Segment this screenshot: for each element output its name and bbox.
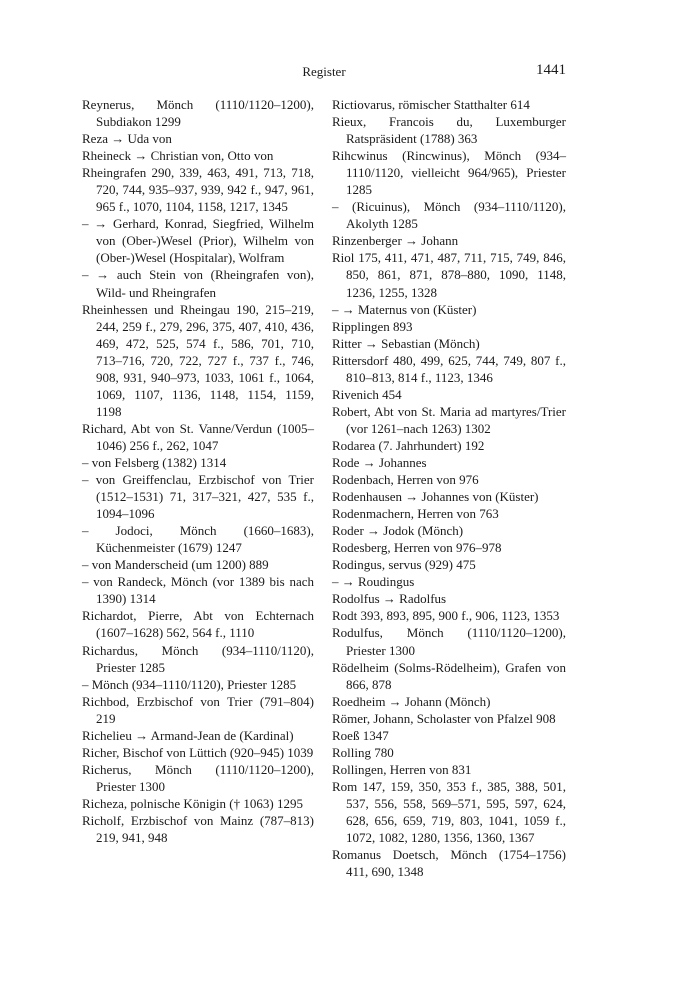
index-entry: – → Gerhard, Konrad, Siegfried, Wilhelm von (Ober-)Wesel (Prior), Wilhelm von (Ober-)Wesel (Hospitalar), Wolfram <box>82 216 314 266</box>
index-entry: – von Randeck, Mönch (vor 1389 bis nach 1390) 1314 <box>82 574 314 607</box>
index-entry: Rodt 393, 893, 895, 900 f., 906, 1123, 1353 <box>332 608 560 624</box>
index-entry: Rihcwinus (Rincwinus), Mönch (934–1110/1120, vielleicht 964/965), Priester 1285 <box>332 148 566 198</box>
index-entry: – → auch Stein von (Rheingrafen von), Wild- und Rheingrafen <box>82 267 314 300</box>
index-entry: Rode → Johannes <box>332 454 427 470</box>
index-entry: Roder → Jodok (Mönch) <box>332 523 464 539</box>
page-number: 1441 <box>536 62 566 78</box>
index-entry: Reynerus, Mönch (1110/1120–1200), Subdiakon 1299 <box>82 97 314 130</box>
index-entry: Richeza, polnische Königin († 1063) 1295 <box>82 795 303 811</box>
index-entry: Rodingus, servus (929) 475 <box>332 557 476 573</box>
index-entry: Rodesberg, Herren von 976–978 <box>332 540 502 556</box>
index-entry: – → Maternus von (Küster) <box>332 301 477 317</box>
index-entry: Robert, Abt von St. Maria ad martyres/Trier (vor 1261–nach 1263) 1302 <box>332 403 566 436</box>
index-entry: Richelieu → Armand-Jean de (Kardinal) <box>82 727 294 743</box>
index-entry: Rodenhausen → Johannes von (Küster) <box>332 489 539 505</box>
index-entry: – von Greiffenclau, Erzbischof von Trier (1512–1531) 71, 317–321, 427, 535 f., 1094–1096 <box>82 472 314 522</box>
index-entry: – von Felsberg (1382) 1314 <box>82 454 227 470</box>
index-entry: Richard, Abt von St. Vanne/Verdun (1005–1046) 256 f., 262, 1047 <box>82 420 314 453</box>
index-entry: Richardus, Mönch (934–1110/1120), Priester 1285 <box>82 642 314 675</box>
index-entry: Rinzenberger → Johann <box>332 233 459 249</box>
index-entry: Rheingrafen 290, 339, 463, 491, 713, 718, 720, 744, 935–937, 939, 942 f., 947, 961, 965 f., 1070, 1104, 1158, 1217, 1345 <box>82 165 314 215</box>
index-entry: Römer, Johann, Scholaster von Pfalzel 908 <box>332 710 556 726</box>
index-entry: Richolf, Erzbischof von Mainz (787–813) 219, 941, 948 <box>82 812 314 846</box>
index-entry: Roedheim → Johann (Mönch) <box>332 693 491 709</box>
index-column-left <box>82 96 314 846</box>
index-entry: Rheineck → Christian von, Otto von <box>82 148 274 164</box>
index-entry: – (Ricuinus), Mönch (934–1110/1120), Akolyth 1285 <box>332 199 566 232</box>
index-entry: Rodarea (7. Jahrhundert) 192 <box>332 437 485 453</box>
index-entry: Rodolfus → Radolfus <box>332 591 447 607</box>
index-column-right <box>332 96 566 880</box>
index-entry: Rivenich 454 <box>332 386 402 402</box>
index-entry: – → Roudingus <box>332 574 415 590</box>
index-entry: Rodulfus, Mönch (1110/1120–1200), Priester 1300 <box>332 625 566 658</box>
index-entry: Rollingen, Herren von 831 <box>332 761 472 777</box>
index-entry: Rodenmachern, Herren von 763 <box>332 506 499 522</box>
index-entry: Rheinhessen und Rheingau 190, 215–219, 244, 259 f., 279, 296, 375, 407, 410, 436, 469, 472, 525, 574 f., 586, 701, 710, 713–716, 720, 722, 727 f., 737 f., 746, 908, 931, 940–973, 1033, 1061 f., 1064, 1069, 1107, 1136, 1148, 1154, 1159, 1198 <box>82 301 314 419</box>
index-entry: – von Manderscheid (um 1200) 889 <box>82 557 269 573</box>
index-entry: – Mönch (934–1110/1120), Priester 1285 <box>82 676 297 692</box>
index-entry: Richerus, Mönch (1110/1120–1200), Priester 1300 <box>82 761 314 794</box>
index-entry: Rictiovarus, römischer Statthalter 614 <box>332 97 530 112</box>
index-entry: Rödelheim (Solms-Rödelheim), Grafen von 866, 878 <box>332 659 566 692</box>
index-entry: Rittersdorf 480, 499, 625, 744, 749, 807 f., 810–813, 814 f., 1123, 1346 <box>332 352 566 385</box>
index-entry: Reza → Uda von <box>82 131 172 147</box>
index-entry: Rodenbach, Herren von 976 <box>332 472 479 488</box>
index-entry: Rieux, Francois du, Luxemburger Ratspräsident (1788) 363 <box>332 114 566 147</box>
running-header <box>82 62 566 82</box>
index-entry: Rom 147, 159, 350, 353 f., 385, 388, 501, 537, 556, 558, 569–571, 595, 597, 624, 628, 656, 659, 719, 803, 1041, 1059 f., 1072, 1082, 1280, 1356, 1360, 1367 <box>332 778 566 846</box>
index-entry: Rolling 780 <box>332 744 394 760</box>
index-entry: Richer, Bischof von Lüttich (920–945) 1039 <box>82 744 314 760</box>
running-title: Register <box>302 64 346 79</box>
index-entry: – Jodoci, Mönch (1660–1683), Küchenmeister (1679) 1247 <box>82 523 314 556</box>
index-entry: Ritter → Sebastian (Mönch) <box>332 335 480 351</box>
index-entry: Roeß 1347 <box>332 727 389 743</box>
index-entry: Ripplingen 893 <box>332 318 413 334</box>
index-entry: Richbod, Erzbischof von Trier (791–804) 219 <box>82 693 314 726</box>
index-entry: Richardot, Pierre, Abt von Echternach (1607–1628) 562, 564 f., 1110 <box>82 608 314 641</box>
index-entry: Riol 175, 411, 471, 487, 711, 715, 749, 846, 850, 861, 871, 878–880, 1090, 1148, 1236, 1255, 1328 <box>332 250 566 300</box>
index-entry: Romanus Doetsch, Mönch (1754–1756) 411, 690, 1348 <box>332 847 566 880</box>
